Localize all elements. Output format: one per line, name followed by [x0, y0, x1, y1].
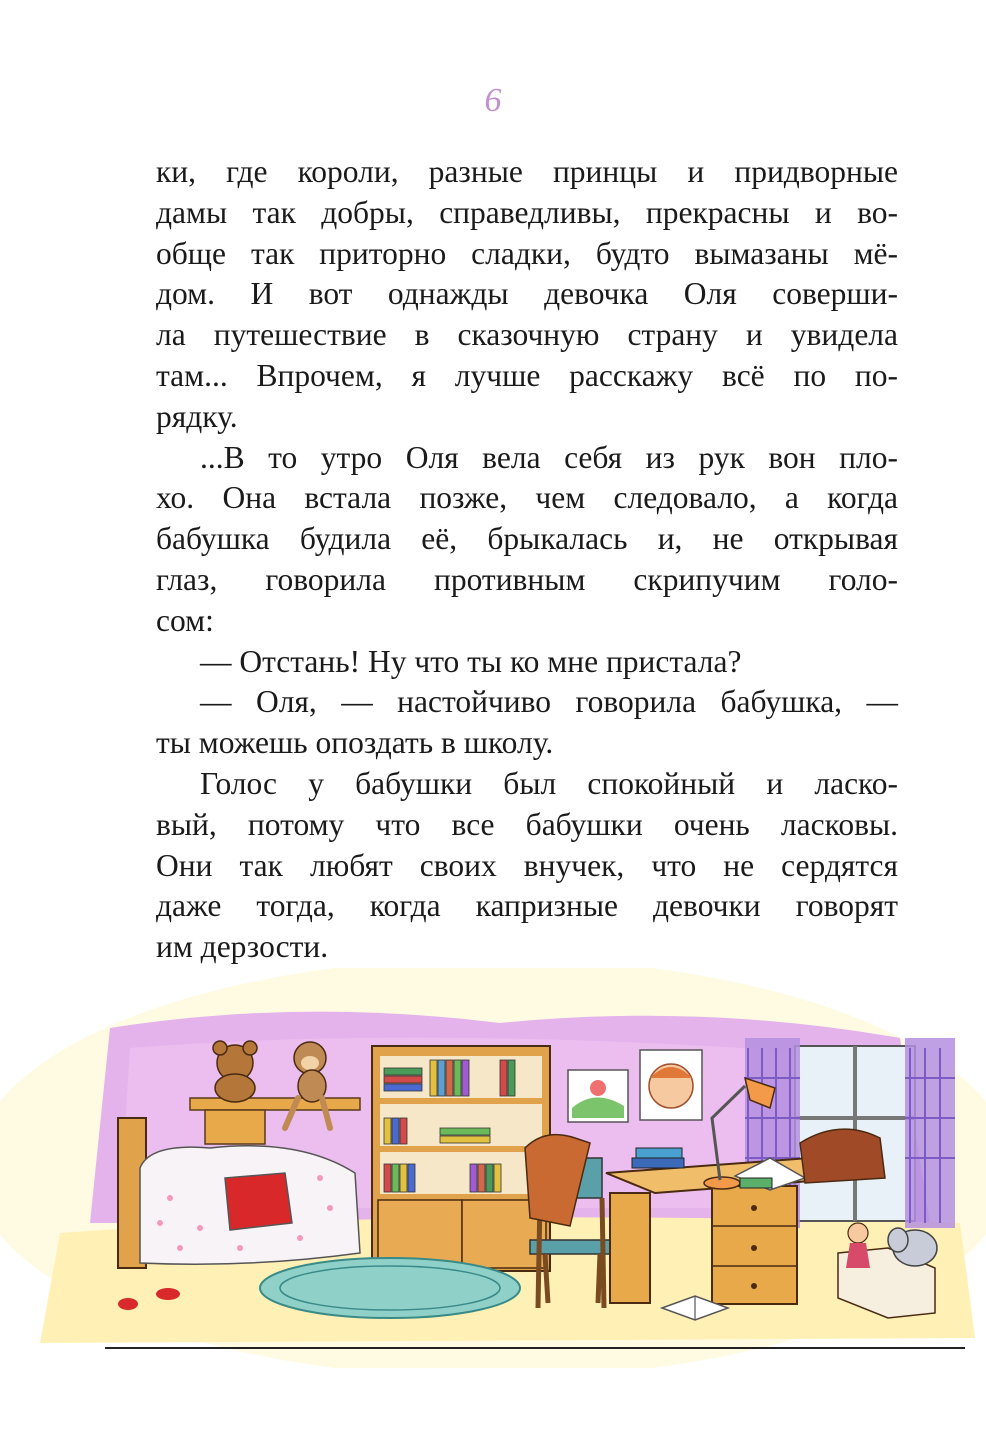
- text-line: Они так любят своих внучек, что не сердятся: [156, 847, 898, 883]
- wall-picture-landscape: [568, 1070, 628, 1122]
- text-line: сом:: [156, 602, 214, 638]
- text-line: глаз, говорила противным скрипучим голо-: [156, 561, 898, 597]
- toy-box: [838, 1223, 937, 1318]
- text-line: вый, потому что все бабушки очень ласковы.: [156, 806, 898, 842]
- text-line: обще так приторно сладки, будто вымазаны мё-: [156, 235, 898, 271]
- wall-picture-portrait: [640, 1050, 702, 1120]
- text-line: ла путешествие в сказочную страну и увидела: [156, 317, 898, 353]
- bedroom-illustration: [0, 968, 986, 1368]
- text-line: ...В то утро Оля вела себя из рук вон пло-: [200, 439, 898, 475]
- school-bag: [800, 1129, 885, 1183]
- text-line: рядку.: [156, 398, 238, 434]
- text-line: Голос у бабушки был спокойный и ласко-: [200, 765, 898, 801]
- teddy-bear: [213, 1041, 257, 1102]
- text-line: ки, где короли, разные принцы и придворные: [156, 154, 898, 189]
- text-line: ты можешь опоздать в школу.: [156, 725, 554, 761]
- text-line: им дерзости.: [156, 929, 329, 965]
- text-line: — Оля, — настойчиво говорила бабушка, —: [200, 684, 898, 720]
- bookcase: [372, 1046, 550, 1271]
- text-line: там... Впрочем, я лучше расскажу всё по по-: [156, 357, 898, 393]
- text-line: дамы так добры, справедливы, прекрасны и во-: [156, 194, 898, 230]
- text-line: — Отстань! Ну что ты ко мне пристала?: [200, 643, 742, 679]
- text-line: дом. И вот однажды девочка Оля соверши-: [156, 276, 898, 312]
- page-number: 6: [484, 82, 502, 119]
- toy-doll: [848, 1223, 868, 1243]
- story-text: [156, 152, 898, 968]
- text-line: хо. Она встала позже, чем следовало, а когда: [156, 480, 898, 516]
- text-line: даже тогда, когда капризные девочки говорят: [156, 888, 898, 924]
- text-line: бабушка будила её, брыкалась и, не открывая: [156, 521, 898, 557]
- rug: [260, 1258, 520, 1318]
